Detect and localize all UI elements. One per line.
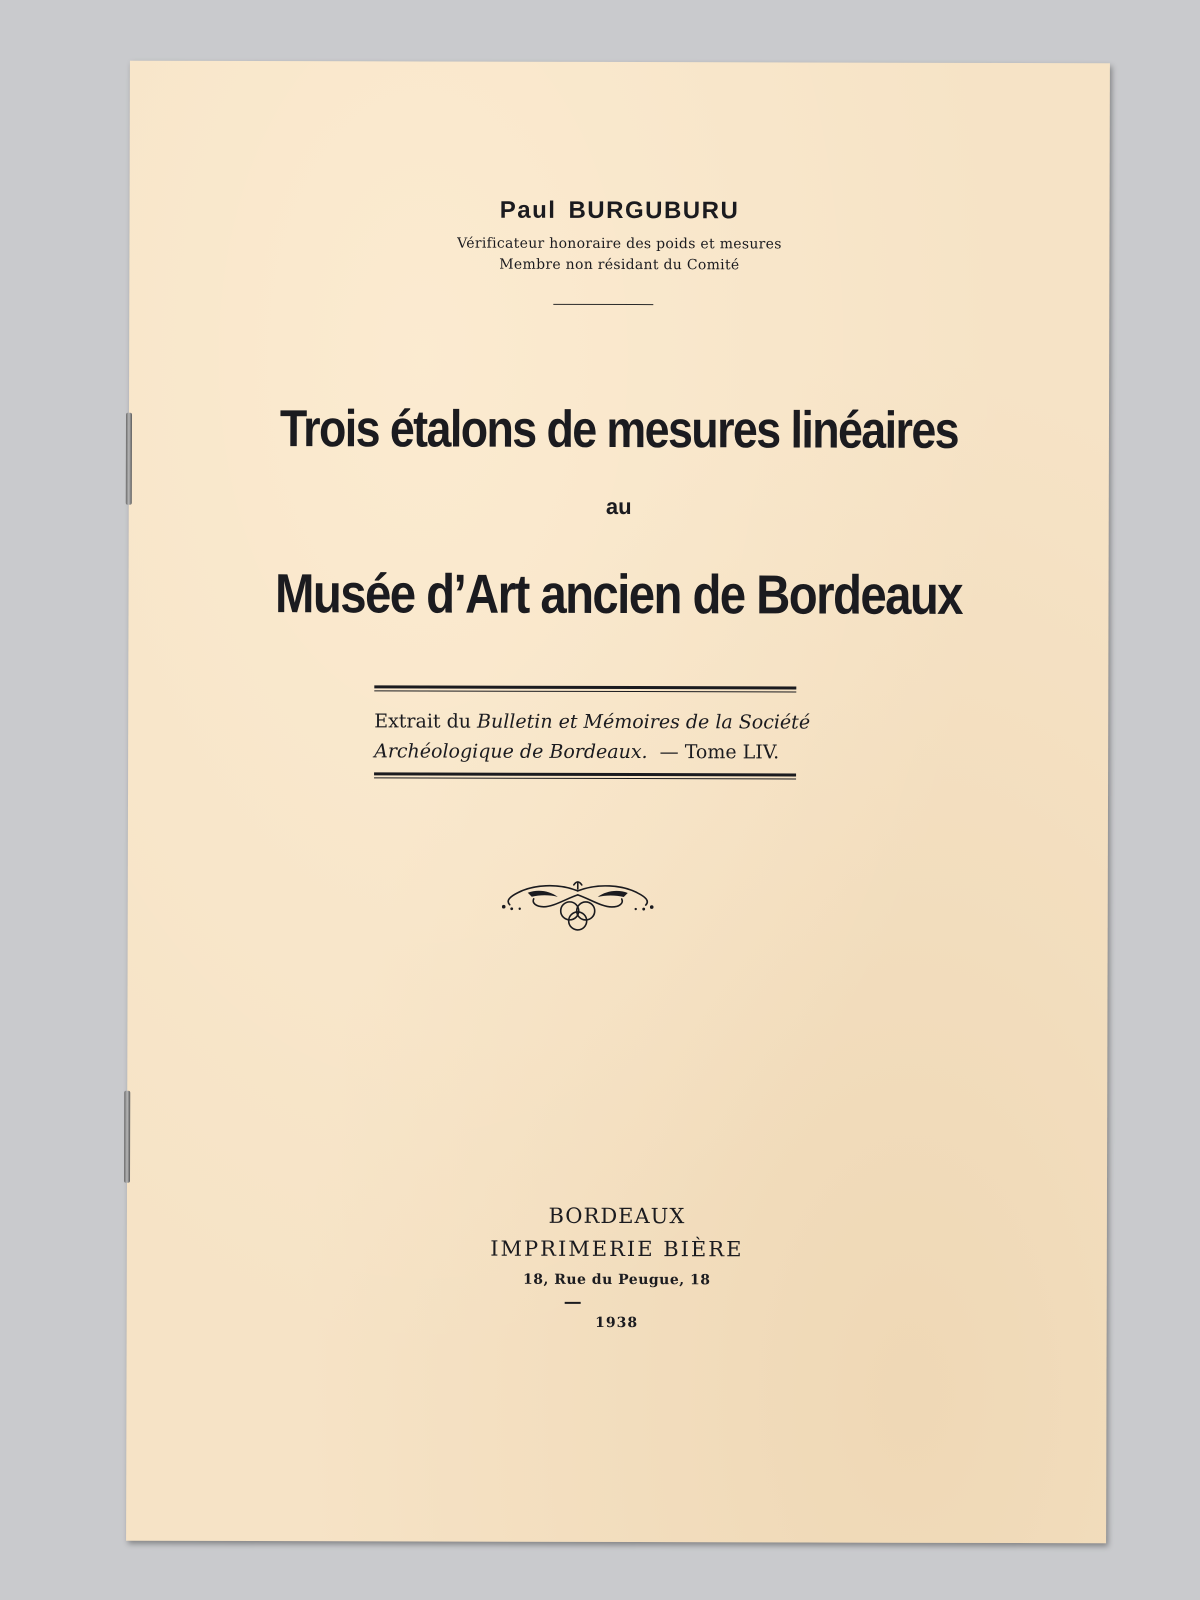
- extract-prefix: Extrait du: [374, 710, 472, 733]
- extract-rule-bottom: [374, 772, 796, 779]
- author-divider: [553, 304, 653, 305]
- author-role-line1: Vérificateur honoraire des poids et mesures: [457, 235, 782, 253]
- author-last-name: BURGUBURU: [568, 196, 740, 225]
- extract-line2: [374, 736, 796, 767]
- title-line1: Trois étalons de mesures linéaires: [279, 400, 959, 460]
- booklet-cover: [126, 61, 1110, 1544]
- title-line2: au: [605, 493, 632, 520]
- publisher-printer: IMPRIMERIE BIÈRE: [490, 1236, 744, 1262]
- staple-top: [126, 413, 132, 505]
- publisher-address: 18, Rue du Peugue, 18: [522, 1271, 711, 1289]
- author-name: [130, 196, 1110, 227]
- author-first-name: Paul: [499, 196, 557, 224]
- extract-rule-top: [374, 685, 796, 692]
- extract-journal-b: Archéologique de Bordeaux.: [374, 740, 648, 764]
- title-line3: Musée d’Art ancien de Bordeaux: [275, 562, 963, 626]
- extract-note: [374, 706, 811, 767]
- extract-volume: — Tome LIV.: [659, 741, 780, 764]
- publisher-city: BORDEAUX: [548, 1203, 686, 1229]
- author-role-line2: Membre non résidant du Comité: [499, 256, 740, 274]
- publication-year: 1938: [595, 1314, 639, 1332]
- fleuron-ornament-icon: [498, 877, 658, 941]
- staple-bottom: [124, 1091, 130, 1183]
- year-divider: [565, 1302, 581, 1304]
- extract-journal-a: Bulletin et Mémoires de la Société: [477, 710, 811, 734]
- extract-line1: [374, 706, 811, 737]
